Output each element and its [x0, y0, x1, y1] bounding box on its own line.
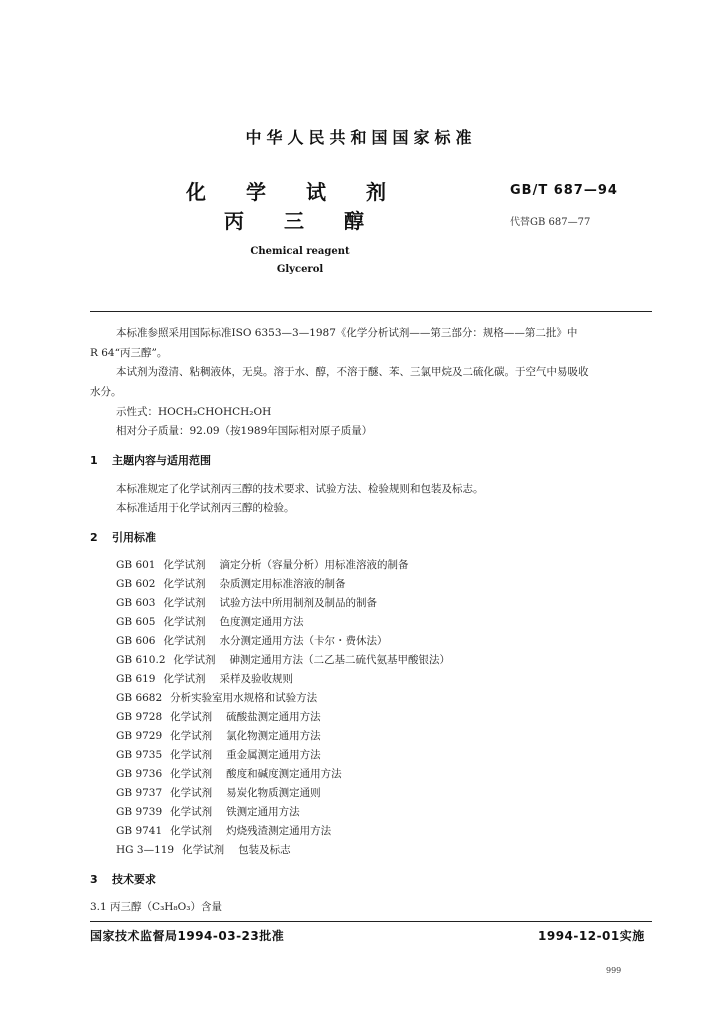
reference-item: GB 605 化学试剂 色度测定通用方法 [116, 616, 304, 628]
national-standard-header: 中华人民共和国国家标准 [245, 128, 477, 147]
header-divider [90, 311, 652, 312]
section-2-heading [90, 529, 156, 545]
subsection-3-1: 3.1 丙三醇（C₃H₈O₃）含量 [90, 901, 222, 913]
section-1-heading [90, 452, 211, 468]
section-title: 引用标准 [112, 531, 156, 544]
reference-item: GB 9741 化学试剂 灼烧残渣测定通用方法 [116, 825, 332, 837]
title-english-line1: Chemical reagent [250, 246, 350, 257]
intro-line3: 本试剂为澄清、粘稠液体，无臭。溶于水、醇，不溶于醚、苯、三氯甲烷及二硫化碳。于空气中易吸收 [116, 366, 589, 378]
reference-item: GB 6682 分析实验室用水规格和试验方法 [116, 692, 318, 704]
section-3-heading [90, 871, 156, 887]
title-english-line2: Glycerol [276, 264, 324, 275]
section-number: 2 [90, 531, 98, 544]
standard-number: GB/T 687—94 [510, 183, 618, 198]
effective-date: 1994-12-01实施 [538, 929, 645, 943]
section-1-line2: 本标准适用于化学试剂丙三醇的检验。 [116, 502, 295, 514]
reference-item: GB 610.2 化学试剂 砷测定通用方法（二乙基二硫代氨基甲酸银法） [116, 654, 451, 666]
section-1-line1: 本标准规定了化学试剂丙三醇的技术要求、试验方法、检验规则和包装及标志。 [116, 483, 484, 495]
structural-formula: 示性式：HOCH₂CHOHCH₂OH [116, 406, 272, 418]
reference-item: GB 602 化学试剂 杂质测定用标准溶液的制备 [116, 578, 346, 590]
intro-line2: R 64“丙三醇”。 [90, 347, 168, 359]
replaces-standard: 代替GB 687—77 [510, 217, 591, 228]
reference-item: GB 9728 化学试剂 硫酸盐测定通用方法 [116, 711, 321, 723]
reference-item: GB 601 化学试剂 滴定分析（容量分析）用标准溶液的制备 [116, 559, 409, 571]
intro-line1: 本标准参照采用国际标准ISO 6353—3—1987《化学分析试剂——第三部分：规格——第二批》中 [116, 327, 578, 339]
section-title: 技术要求 [112, 873, 156, 886]
reference-item: GB 603 化学试剂 试验方法中所用制剂及制品的制备 [116, 597, 377, 609]
footer-divider [90, 921, 652, 922]
reference-item: HG 3—119 化学试剂 包装及标志 [116, 844, 291, 856]
molecular-mass: 相对分子质量：92.09（按1989年国际相对原子质量） [116, 425, 373, 437]
reference-item: GB 9729 化学试剂 氯化物测定通用方法 [116, 730, 321, 742]
page-number: 999 [606, 966, 622, 975]
reference-item: GB 9735 化学试剂 重金属测定通用方法 [116, 749, 321, 761]
reference-item: GB 606 化学试剂 水分测定通用方法（卡尔・费休法） [116, 635, 388, 647]
section-number: 1 [90, 454, 98, 467]
reference-item: GB 9736 化学试剂 酸度和碱度测定通用方法 [116, 768, 342, 780]
section-number: 3 [90, 873, 98, 886]
intro-line4: 水分。 [90, 386, 122, 398]
approval-date: 国家技术监督局1994-03-23批准 [90, 929, 285, 943]
title-chinese-line1: 化学试剂 [186, 180, 426, 204]
title-chinese-line2: 丙三醇 [224, 209, 404, 233]
section-title: 主题内容与适用范围 [112, 454, 211, 467]
reference-item: GB 619 化学试剂 采样及验收规则 [116, 673, 293, 685]
reference-item: GB 9739 化学试剂 铁测定通用方法 [116, 806, 300, 818]
reference-item: GB 9737 化学试剂 易炭化物质测定通则 [116, 787, 321, 799]
